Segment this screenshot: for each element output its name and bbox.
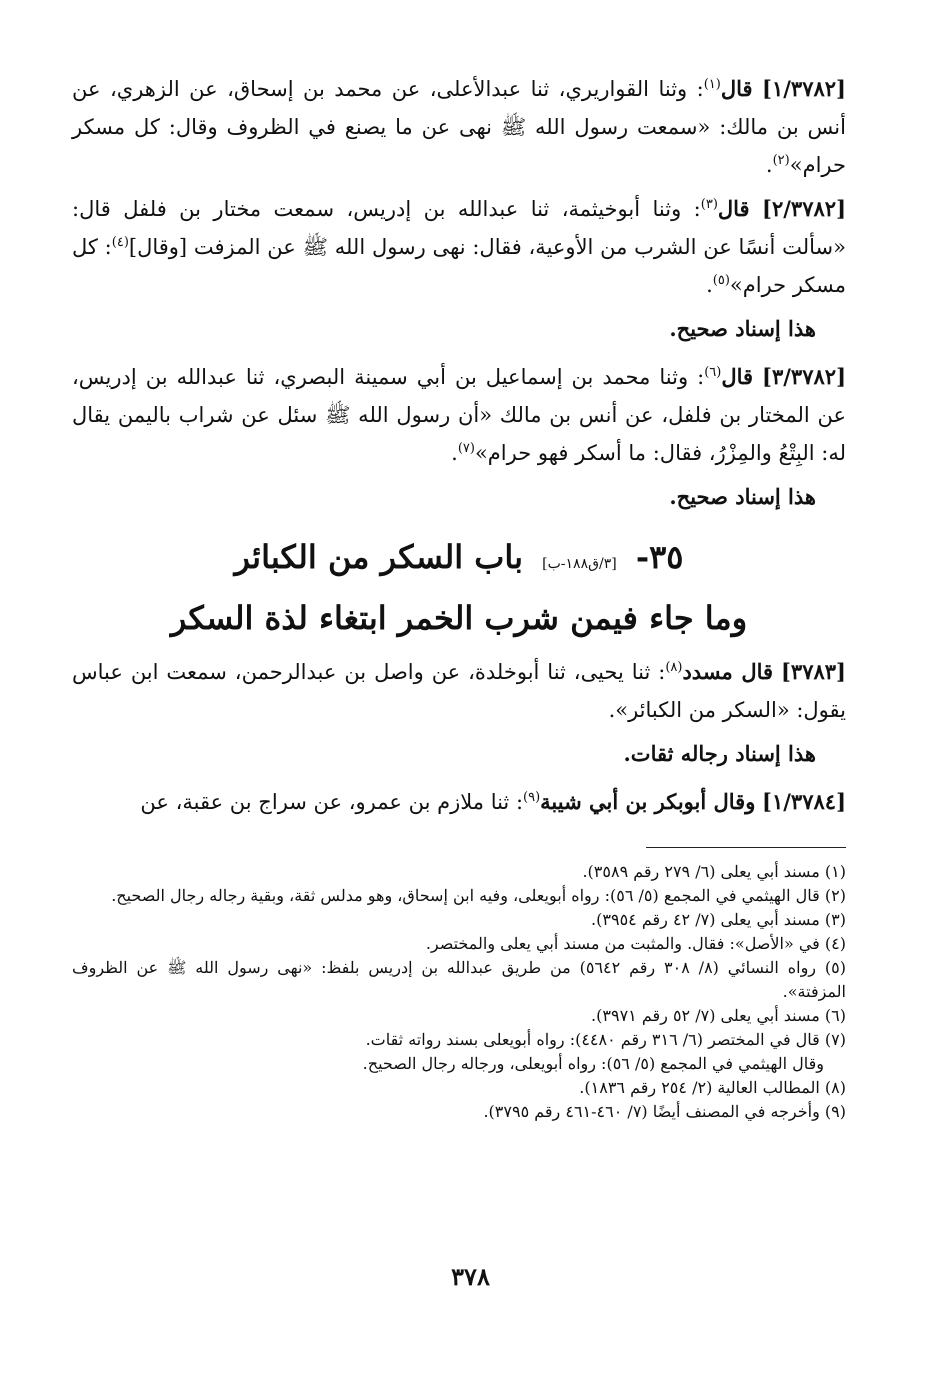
footnote: (٤) في «الأصل»: فقال. والمثبت من مسند أبي يعلى والمختصر. — [425, 934, 846, 953]
entry-reference: [٣/٣٧٨٢] — [762, 364, 846, 389]
entry-text: : وثنا القواريري، ثنا عبدالأعلى، عن محمد بن إسحاق، عن الزهري، عن أنس بن مالك: «سمعت رسول الله ﷺ نهى عن ما يصنع في الظروف وقال: كل مسكر حرام» — [72, 77, 846, 177]
entry-text: : ثنا يحيى، ثنا أبوخلدة، عن واصل بن عبدالرحمن، سمعت ابن عباس يقول: «السكر من الكبائر». — [72, 660, 846, 722]
chapter-title-line-1 — [72, 530, 846, 591]
entry-tail: . — [706, 273, 713, 297]
isnad-verdict: هذا إسناد صحيح. — [669, 316, 816, 341]
page-number: ٣٧٨ — [451, 1262, 490, 1291]
hadith-entry-1 — [72, 70, 846, 184]
footnote-mark: (٧) — [457, 441, 475, 456]
entry-reference: [١/٣٧٨٤] — [762, 789, 846, 814]
footnote: (١) مسند أبي يعلى (٦/ ٢٧٩ رقم ٣٥٨٩). — [582, 862, 846, 881]
footnote: (٨) المطالب العالية (٢/ ٢٥٤ رقم ١٨٣٦). — [579, 1078, 846, 1097]
footnotes — [72, 860, 846, 1124]
entry-lead: قال — [721, 364, 754, 389]
isnad-verdict: هذا إسناد صحيح. — [669, 484, 816, 509]
entry-tail: . — [451, 441, 458, 465]
entry-text: : وثنا محمد بن إسماعيل بن أبي سمينة البصري، ثنا عبدالله بن إدريس، عن المختار بن فلفل، عن أنس بن مالك «أن رسول الله ﷺ سئل عن شراب باليمن يقال له: البِتْعُ والمِزْرُ، فقال: ما أسكر فهو حرام» — [72, 365, 846, 465]
footnote-mark: (٦) — [704, 365, 722, 380]
entry-text-continued: : كل مسكر حرام» — [72, 235, 846, 297]
entry-lead: وقال أبوبكر بن أبي شيبة — [540, 789, 756, 814]
footnote-mark: (٨) — [665, 660, 683, 675]
entry-reference: [٢/٣٧٨٢] — [762, 196, 846, 221]
hadith-entry-5 — [72, 783, 846, 821]
entry-tail: . — [765, 153, 773, 177]
footnote: (٣) مسند أبي يعلى (٧/ ٤٢ رقم ٣٩٥٤). — [591, 910, 846, 929]
entry-lead: قال — [720, 76, 753, 101]
hadith-entry-2 — [72, 190, 846, 304]
hadith-entry-3 — [72, 358, 846, 472]
entry-lead: قال — [717, 196, 750, 221]
entry-reference: [١/٣٧٨٢] — [762, 76, 846, 101]
footnote: (٦) مسند أبي يعلى (٧/ ٥٢ رقم ٣٩٧١). — [591, 1006, 846, 1025]
entry-text: : ثنا ملازم بن عمرو، عن سراج بن عقبة، عن — [140, 790, 524, 814]
footnote-mark: (٤) — [111, 235, 129, 250]
footnote-continuation: وقال الهيثمي في المجمع (٥/ ٥٦): رواه أبويعلى، ورجاله رجال الصحيح. — [362, 1054, 824, 1073]
footnote-divider — [646, 847, 846, 848]
hadith-entry-4 — [72, 653, 846, 729]
footnote-mark: (٢) — [772, 153, 790, 168]
isnad-verdict: هذا إسناد رجاله ثقات. — [623, 741, 816, 766]
entry-reference: [٣٧٨٣] — [780, 659, 846, 684]
footnote: (٢) قال الهيثمي في المجمع (٥/ ٥٦): رواه أبويعلى، وفيه ابن إسحاق، وهو مدلس ثقة، وبقية رجاله رجال الصحيح. — [111, 886, 846, 905]
chapter-number: ٣٥- — [635, 538, 684, 576]
entry-text: : وثنا أبوخيثمة، ثنا عبدالله بن إدريس، سمعت مختار بن فلفل قال: «سألت أنسًا عن الشرب من الأوعية، فقال: نهى رسول الله ﷺ عن المزفت [وقال] — [72, 197, 846, 259]
footnote-mark: (٩) — [523, 790, 541, 805]
chapter-title: باب السكر من الكبائر — [234, 538, 524, 576]
entry-lead: قال مسدد — [682, 659, 774, 684]
footnote-mark: (١) — [703, 77, 721, 92]
footnote: (٩) وأخرجه في المصنف أيضًا (٧/ ٤٦٠-٤٦١ رقم ٣٧٩٥). — [483, 1102, 846, 1121]
chapter-heading — [72, 530, 846, 645]
footnote: (٥) رواه النسائي (٨/ ٣٠٨ رقم ٥٦٤٢) من طريق عبدالله بن إدريس بلفظ: «نهى رسول الله ﷺ عن الظروف المزفتة». — [72, 958, 846, 1001]
footnote-mark: (٣) — [700, 197, 718, 212]
book-page — [72, 70, 846, 1124]
footnote-mark: (٥) — [712, 273, 730, 288]
chapter-subtitle: وما جاء فيمن شرب الخمر ابتغاء لذة السكر — [170, 599, 748, 637]
footnote: (٧) قال في المختصر (٦/ ٣١٦ رقم ٤٤٨٠): رواه أبويعلى بسند رواته ثقات. — [365, 1030, 846, 1049]
manuscript-folio-marker: [٣/ق١٨٨-ب] — [542, 556, 617, 572]
